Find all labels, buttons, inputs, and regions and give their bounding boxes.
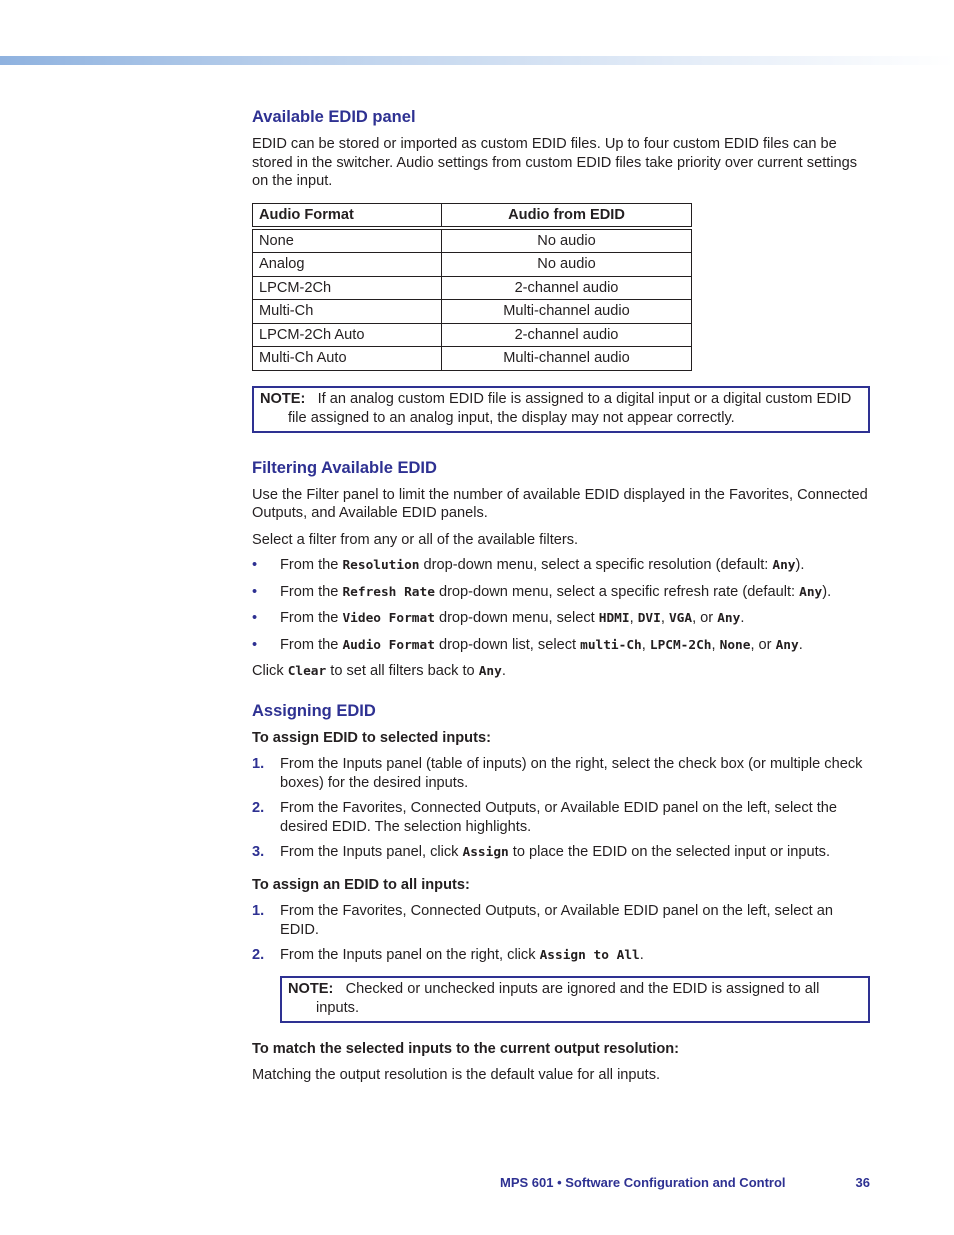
table-row [253,228,692,253]
option-value: DVI [637,611,661,626]
bullet-icon: • [252,557,258,573]
footer-title: MPS 601 • Software Configuration and Control [500,1175,786,1190]
separator: , [629,610,638,626]
default-value: Any [772,558,796,573]
video-format-code: Video Format [342,611,435,626]
bullet-text: From the [280,610,343,626]
section-title-available-edid: Available EDID panel [252,108,416,126]
table-cell: No audio [442,253,692,277]
steps-assign-selected [252,755,870,863]
table-cell: LPCM-2Ch [253,276,442,300]
table-cell: LPCM-2Ch Auto [253,323,442,347]
option-value: Any [717,611,741,626]
list-item [252,946,870,966]
separator: , or [692,610,718,626]
note-box-analog [252,386,870,433]
table-header-audio-from-edid: Audio from EDID [442,203,692,228]
table-cell: 2-channel audio [442,323,692,347]
option-value: Any [775,637,799,653]
page-content [252,108,870,1085]
table-cell: 2-channel audio [442,276,692,300]
bullet-text: . [740,610,745,626]
clear-instruction [252,662,870,682]
bullet-text: drop-down menu, select [434,610,599,626]
table-cell: Multi-channel audio [442,300,692,324]
available-edid-intro: EDID can be stored or imported as custom EDID files. Up to four custom EDID files can be stored in the switcher. Audio settings from custom EDID files take priority over current settings on the input. [252,136,858,189]
clear-code: Clear [287,664,327,679]
default-value: Any [478,664,502,679]
clear-text: Click [252,663,288,679]
bullet-text: From the [280,636,343,653]
step-number: 2. [252,800,265,816]
bullet-text: . [798,636,803,653]
steps-assign-all [252,902,870,966]
option-value: LPCM-2Ch [649,637,712,653]
step-text: From the Inputs panel on the right, click [280,947,540,963]
bullet-text: drop-down menu, select a specific resolution (default: [419,557,773,573]
table-row [253,300,692,324]
bullet-icon: • [252,636,258,653]
table-cell: No audio [442,228,692,253]
section-title-assigning: Assigning EDID [252,701,376,720]
table-row [253,253,692,277]
step-text: From the Favorites, Connected Outputs, or Available EDID panel on the left, select the desired EDID. The selection highlights. [280,800,838,835]
clear-text: . [501,663,506,679]
table-header-row [253,203,692,228]
separator: , [641,636,650,653]
subhead-assign-all: To assign an EDID to all inputs: [252,876,470,893]
page-number: 36 [855,1175,870,1190]
step-text: From the Inputs panel, click [280,844,463,860]
table-cell: Multi-channel audio [442,347,692,371]
table-cell: None [253,228,442,253]
list-item [252,799,870,836]
refresh-rate-code: Refresh Rate [342,584,435,600]
default-value: Any [799,584,823,600]
note-label: NOTE: [288,980,334,997]
note-text: If an analog custom EDID file is assigned to a digital input or a digital custom EDID file assigned to an analog input, the display may not appear correctly. [288,390,852,426]
step-text: From the Favorites, Connected Outputs, or Available EDID panel on the left, select an EDID. [280,903,833,938]
option-value: None [719,637,751,653]
audio-format-table [252,203,692,371]
assign-code: Assign [462,845,509,860]
separator: , [660,610,669,626]
step-number: 2. [252,947,265,963]
option-value: VGA [668,611,693,626]
table-header-audio-format: Audio Format [253,203,442,228]
header-gradient-bar [0,56,954,65]
bullet-icon: • [252,583,258,600]
list-item [252,755,870,792]
bullet-text: ). [795,557,805,573]
list-item [252,609,870,629]
list-item [252,556,870,576]
bullet-text: From the [280,583,343,600]
subhead-assign-selected: To assign EDID to selected inputs: [252,729,491,746]
bullet-text: drop-down list, select [434,636,581,653]
step-text: to place the EDID on the selected input or inputs. [508,844,831,860]
table-cell: Analog [253,253,442,277]
list-item [252,902,870,939]
step-number: 3. [252,844,265,860]
clear-text: to set all filters back to [326,663,479,679]
step-number: 1. [252,903,265,919]
bullet-text: ). [822,583,832,600]
audio-format-code: Audio Format [342,637,435,653]
note-text: Checked or unchecked inputs are ignored and the EDID is assigned to all inputs. [316,980,820,1016]
table-row [253,323,692,347]
table-cell: Multi-Ch [253,300,442,324]
note-label: NOTE: [260,390,306,407]
subhead-match-resolution: To match the selected inputs to the current output resolution: [252,1040,680,1057]
step-text: From the Inputs panel (table of inputs) on the right, select the check box (or multiple check boxes) for the desired inputs. [280,756,863,791]
table-row [253,276,692,300]
list-item [252,636,870,656]
bullet-icon: • [252,610,258,626]
assign-to-all-code: Assign to All [539,948,640,963]
table-cell: Multi-Ch Auto [253,347,442,371]
filter-list [252,556,870,655]
resolution-code: Resolution [342,558,420,573]
option-value: multi-Ch [580,637,642,653]
bullet-text: From the [280,557,343,573]
step-number: 1. [252,756,265,772]
filtering-para-2: Select a filter from any or all of the available filters. [252,531,579,548]
table-row [253,347,692,371]
step-text: . [639,947,644,963]
option-value: HDMI [598,611,630,626]
list-item [252,843,870,863]
bullet-text: drop-down menu, select a specific refresh rate (default: [434,583,800,600]
separator: , [711,636,720,653]
section-title-filtering: Filtering Available EDID [252,458,437,477]
list-item [252,583,870,603]
page-footer [500,1175,870,1190]
filtering-para-1: Use the Filter panel to limit the number of available EDID displayed in the Favorites, Connected Outputs, and Available EDID panels. [252,486,868,521]
match-resolution-para: Matching the output resolution is the default value for all inputs. [252,1067,661,1083]
note-box-checked-inputs [280,976,870,1023]
separator: , or [750,636,776,653]
